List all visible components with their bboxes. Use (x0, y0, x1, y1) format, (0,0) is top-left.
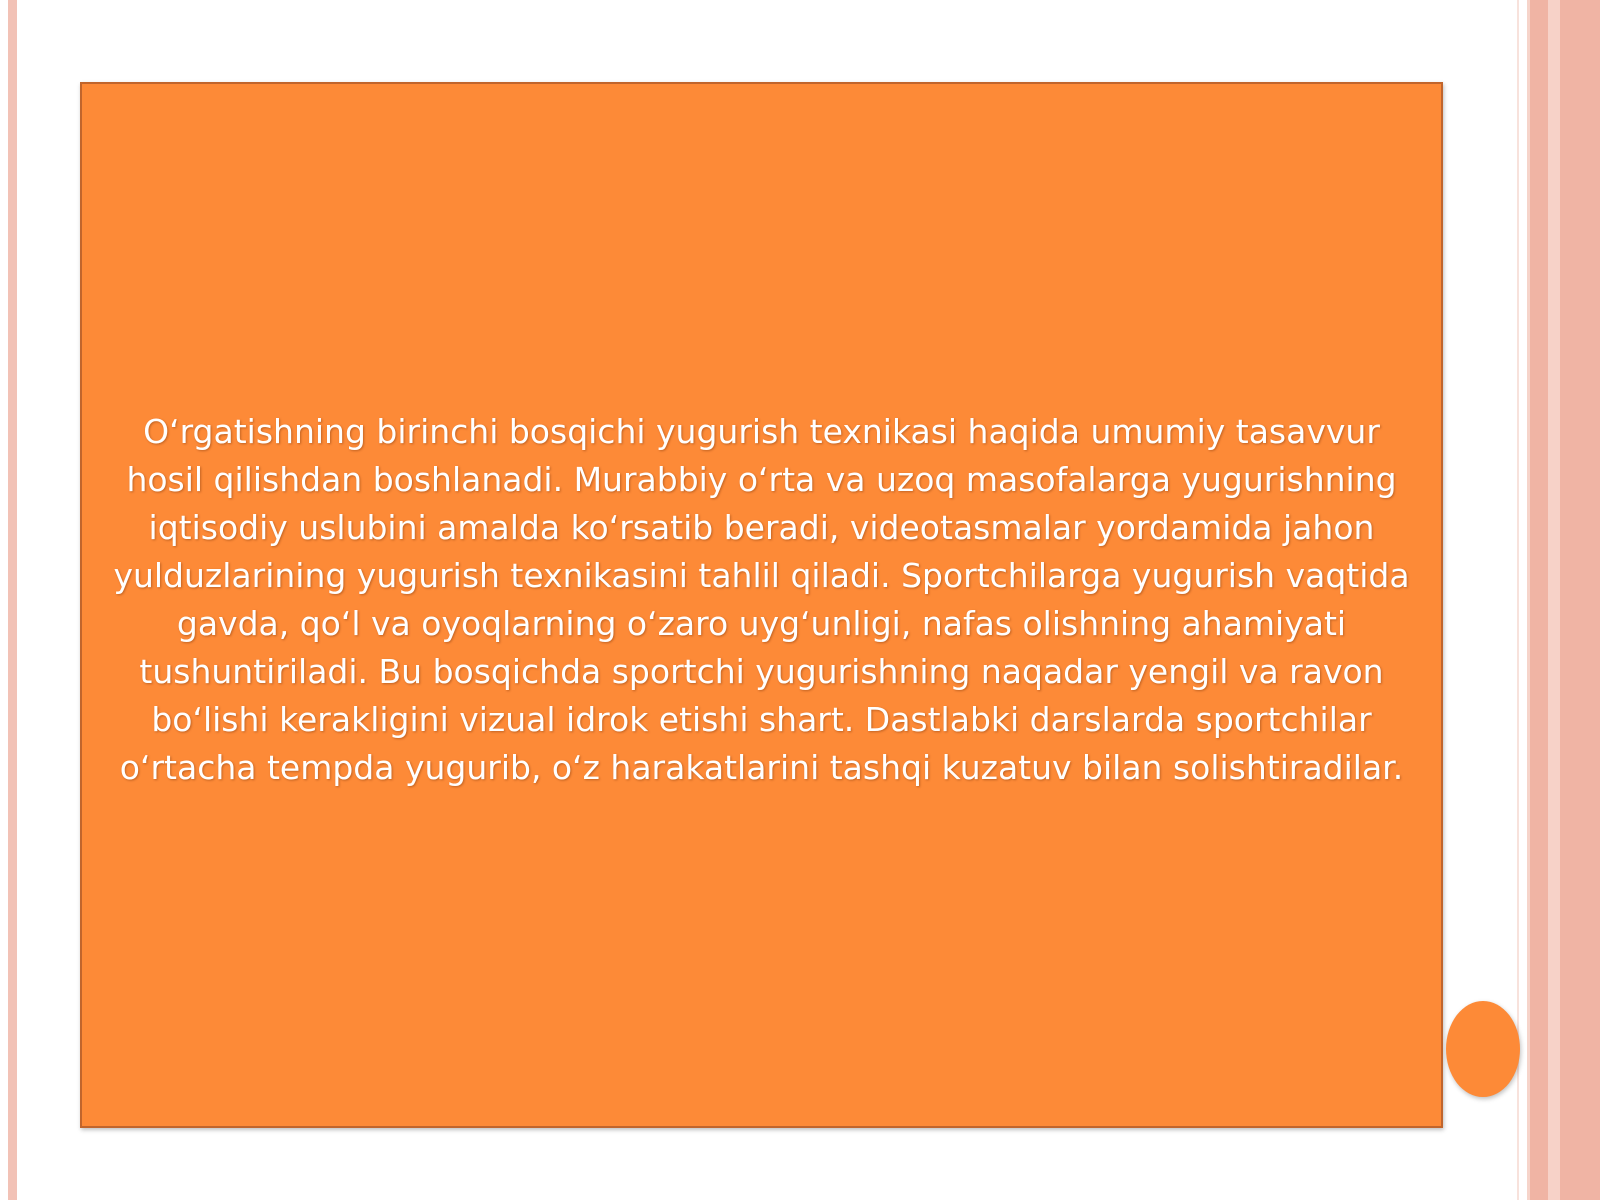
right-band-thin-line (1517, 0, 1519, 1200)
right-band-highlight (1548, 0, 1560, 1200)
right-decorative-band (1530, 0, 1600, 1200)
accent-circle (1446, 1001, 1520, 1097)
body-text: O‘rgatishning birinchi bosqichi yugurish texnikasi haqida umumiy tasavvur hosil qilishdan boshlanadi. Murabbiy o‘rta va uzoq masofalarga yugurishning iqtisodiy uslubini amalda ko‘rsatib beradi, videotasmalar yordamida jahon yulduzlarining yugurish texnikasini tahlil qiladi. Sportchilarga yugurish vaqtida gavda, qo‘l va oyoqlarning o‘zaro uyg‘unligi, nafas olishning ahamiyati tushuntiriladi. Bu bosqichda sportchi yugurishning naqadar yengil va ravon bo‘lishi kerakligini vizual idrok etishi shart. Dastlabki darslarda sportchilar o‘rtacha tempda yugurib, o‘z harakatlarini tashqi kuzatuv bilan solishtiradilar. (113, 412, 1410, 787)
left-accent-stripe (8, 0, 17, 1200)
content-box (80, 82, 1443, 1128)
